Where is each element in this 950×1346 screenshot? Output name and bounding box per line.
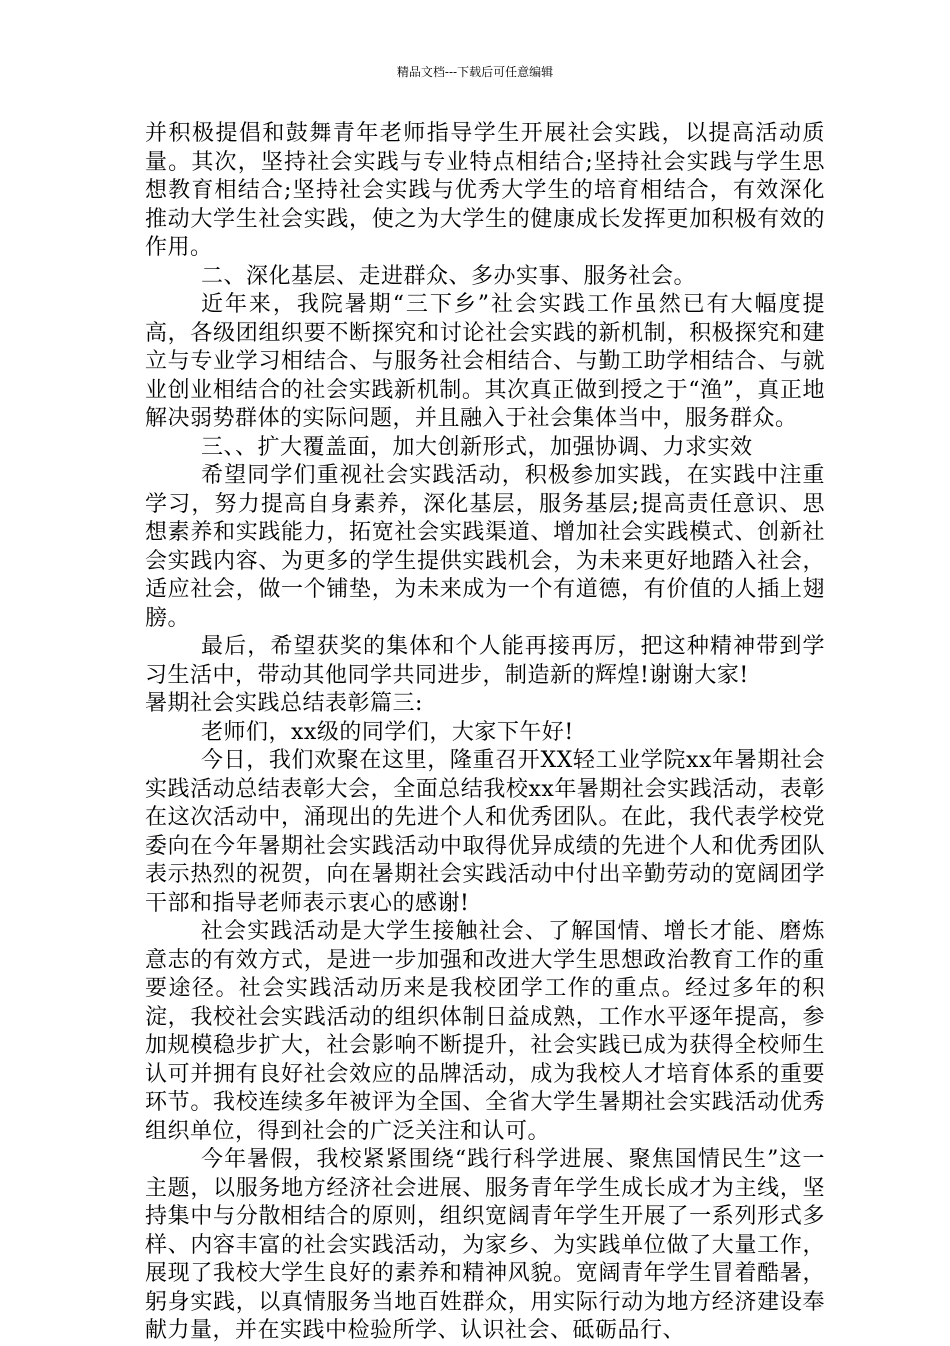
paragraph-9: 今日，我们欢聚在这里，隆重召开XX轻工业学院xx年暑期社会实践活动总结表彰大会，全面总结我校xx年暑期社会实践活动，表彰在这次活动中，涌现出的先进个人和优秀团队。在此，我代表学校党委向在今年暑期社会实践活动中取得优异成绩的先进个人和优秀团队表示热烈的祝贺，向在暑期社会实践活动中付出辛勤劳动的宽阔团学干部和指导老师表示衷心的感谢!	[145, 748, 825, 916]
section-title: 暑期社会实践总结表彰篇三:	[145, 691, 423, 716]
paragraph-10: 社会实践活动是大学生接触社会、了解国情、增长才能、磨炼意志的有效方式，是进一步加强和改进大学生思想政治教育工作的重要途径。社会实践活动历来是我校团学工作的重点。经过多年的积淀，我校社会实践活动的组织体制日益成熟，工作水平逐年提高，参加规模稳步扩大，社会影响不断提升，社会实践已成为获得全校师生认可并拥有良好社会效应的品牌活动，成为我校人才培育体系的重要环节。我校连续多年被评为全国、全省大学生暑期社会实践活动优秀组织单位，得到社会的广泛关注和认可。	[145, 919, 825, 1144]
paragraph-5: 希望同学们重视社会实践活动，积极参加实践，在实践中注重学习，努力提高自身素养，深化基层，服务基层;提高责任意识、思想素养和实践能力，拓宽社会实践渠道、增加社会实践模式、创新社会实践内容、为更多的学生提供实践机会，为未来更好地踏入社会，适应社会，做一个铺垫，为未来成为一个有道德，有价值的人插上翅膀。	[145, 463, 825, 631]
paragraph-11: 今年暑假，我校紧紧围绕“践行科学进展、聚焦国情民生”这一主题，以服务地方经济社会进展、服务青年学生成长成才为主线，坚持集中与分散相结合的原则，组织宽阔青年学生开展了一系列形式多样、内容丰富的社会实践活动，为家乡、为实践单位做了大量工作，展现了我校大学生良好的素养和精神风貌。宽阔青年学生冒着酷暑，躬身实践，以真情服务当地百姓群众，用实际行动为地方经济建设奉献力量，并在实践中检验所学、认识社会、砥砺品行、	[145, 1147, 825, 1343]
paragraph-4-heading: 三、、扩大覆盖面，加大创新形式，加强协调、力求实效	[201, 434, 753, 460]
paragraph-6: 最后，希望获奖的集体和个人能再接再厉，把这种精神带到学习生活中，带动其他同学共同进步，制造新的辉煌!谢谢大家!	[145, 634, 825, 688]
page-header: 精品文档---下载后可任意编辑	[396, 65, 554, 79]
document-body	[145, 120, 825, 1346]
paragraph-2-heading: 二、深化基层、走进群众、多办实事、服务社会。	[201, 263, 697, 289]
paragraph-1: 并积极提倡和鼓舞青年老师指导学生开展社会实践，以提高活动质量。其次，坚持社会实践与专业特点相结合;坚持社会实践与学生思想教育相结合;坚持社会实践与优秀大学生的培育相结合，有效深化推动大学生社会实践，使之为大学生的健康成长发挥更加积极有效的作用。	[145, 121, 825, 260]
paragraph-greeting: 老师们，xx级的同学们，大家下午好!	[201, 719, 574, 745]
paragraph-3: 近年来，我院暑期“三下乡”社会实践工作虽然已有大幅度提高，各级团组织要不断探究和讨论社会实践的新机制，积极探究和建立与专业学习相结合、与服务社会相结合、与勤工助学相结合、与就业创业相结合的社会实践新机制。其次真正做到授之于“渔”，真正地解决弱势群体的实际问题，并且融入于社会集体当中，服务群众。	[145, 292, 825, 431]
